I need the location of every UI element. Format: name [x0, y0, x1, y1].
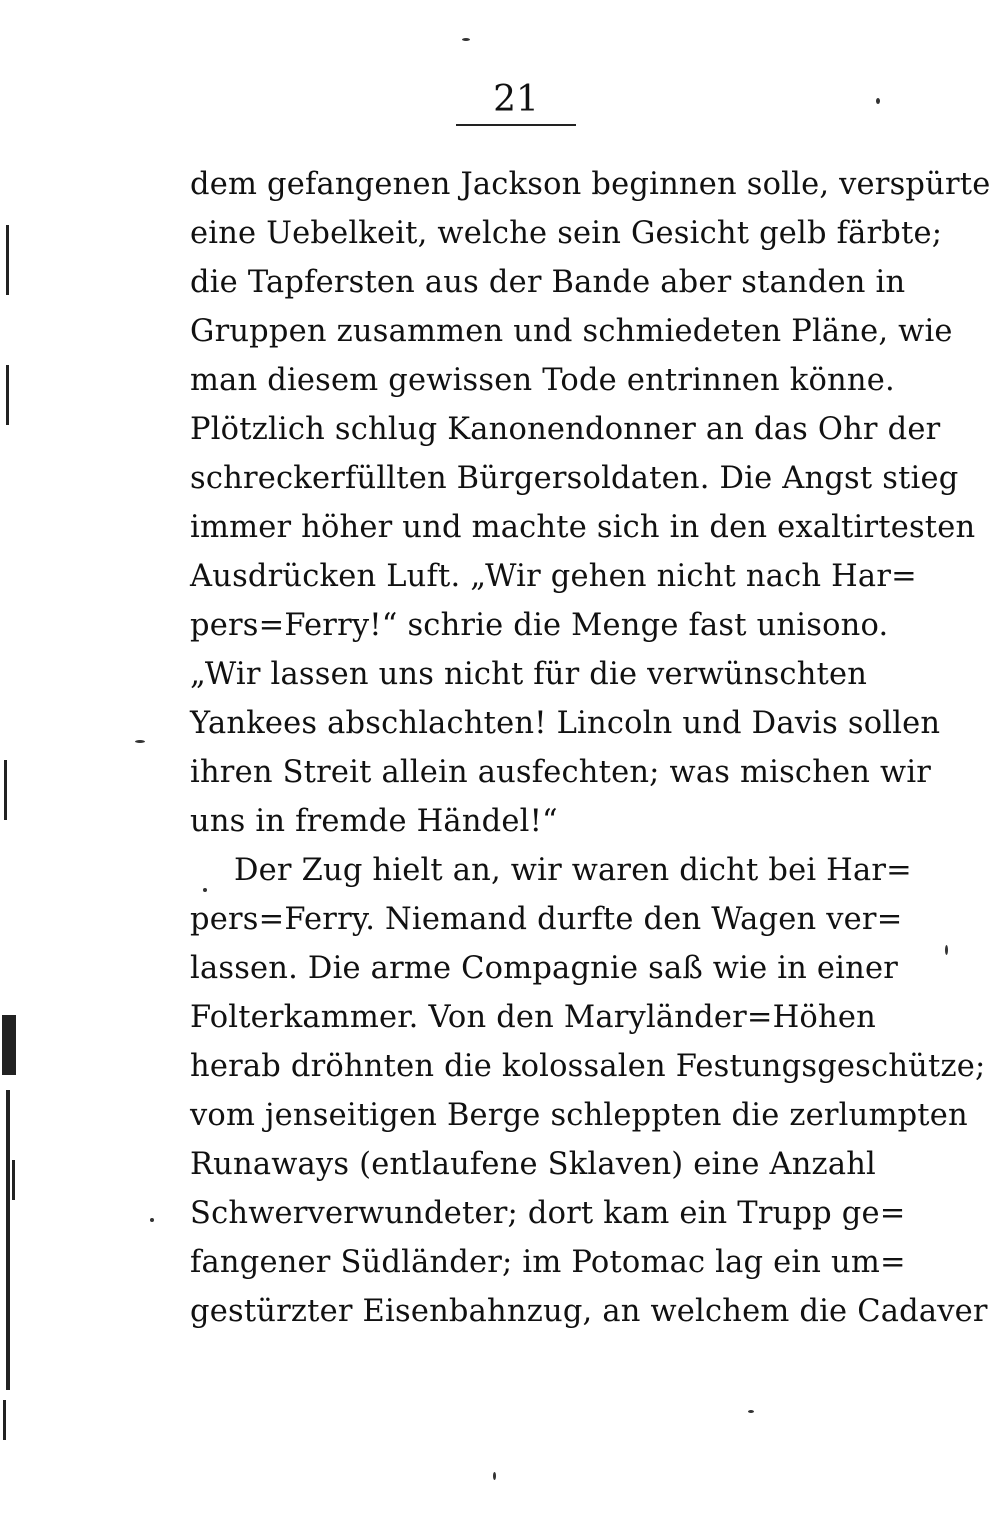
text-line: „Wir lassen uns nicht für die verwünschten: [190, 657, 868, 692]
text-line: Yankees abschlachten! Lincoln und Davis sollen: [190, 706, 941, 741]
scan-speck: [462, 38, 470, 41]
text-line: Runaways (entlaufene Sklaven) eine Anzahl: [190, 1147, 877, 1182]
text-line: Schwerverwundeter; dort kam ein Trupp ge=: [190, 1196, 906, 1231]
text-line: Folterkammer. Von den Maryländer=Höhen: [190, 1000, 876, 1035]
scan-margin-artifacts: [0, 0, 30, 1536]
text-line: dem gefangenen Jackson beginnen solle, verspürte: [190, 167, 991, 202]
text-line: Gruppen zusammen und schmiedeten Pläne, wie: [190, 314, 953, 349]
scan-speck: [876, 98, 880, 104]
text-line: immer höher und machte sich in den exaltirtesten: [190, 510, 976, 545]
text-line: uns in fremde Händel!“: [190, 804, 558, 839]
text-line: herab dröhnten die kolossalen Festungsgeschütze;: [190, 1049, 986, 1084]
text-line: Ausdrücken Luft. „Wir gehen nicht nach Har=: [190, 559, 917, 594]
scan-speck: [945, 945, 948, 955]
text-line: lassen. Die arme Compagnie saß wie in einer: [190, 951, 898, 986]
scan-speck: [150, 1218, 154, 1222]
text-line: eine Uebelkeit, welche sein Gesicht gelb färbte;: [190, 216, 943, 251]
text-line: Plötzlich schlug Kanonendonner an das Ohr der: [190, 412, 941, 447]
text-line: schreckerfüllten Bürgersoldaten. Die Angst stieg: [190, 461, 959, 496]
scan-speck: [493, 1472, 496, 1480]
text-line: die Tapfersten aus der Bande aber standen in: [190, 265, 906, 300]
text-line: ihren Streit allein ausfechten; was mischen wir: [190, 755, 932, 790]
page-number-rule: [456, 124, 576, 126]
text-line: vom jenseitigen Berge schleppten die zerlumpten: [190, 1098, 968, 1133]
body-text: [190, 160, 991, 1336]
text-line: pers=Ferry. Niemand durfte den Wagen ver=: [190, 902, 903, 937]
scan-speck: [748, 1410, 754, 1413]
text-line: Der Zug hielt an, wir waren dicht bei Har=: [234, 853, 912, 888]
text-line: fangener Südländer; im Potomac lag ein um=: [190, 1245, 906, 1280]
page-number: 21: [493, 79, 539, 120]
text-line: man diesem gewissen Tode entrinnen könne.: [190, 363, 895, 398]
text-line: gestürzter Eisenbahnzug, an welchem die Cadaver: [190, 1294, 988, 1329]
scan-speck: [135, 740, 145, 743]
text-line: pers=Ferry!“ schrie die Menge fast unisono.: [190, 608, 889, 643]
